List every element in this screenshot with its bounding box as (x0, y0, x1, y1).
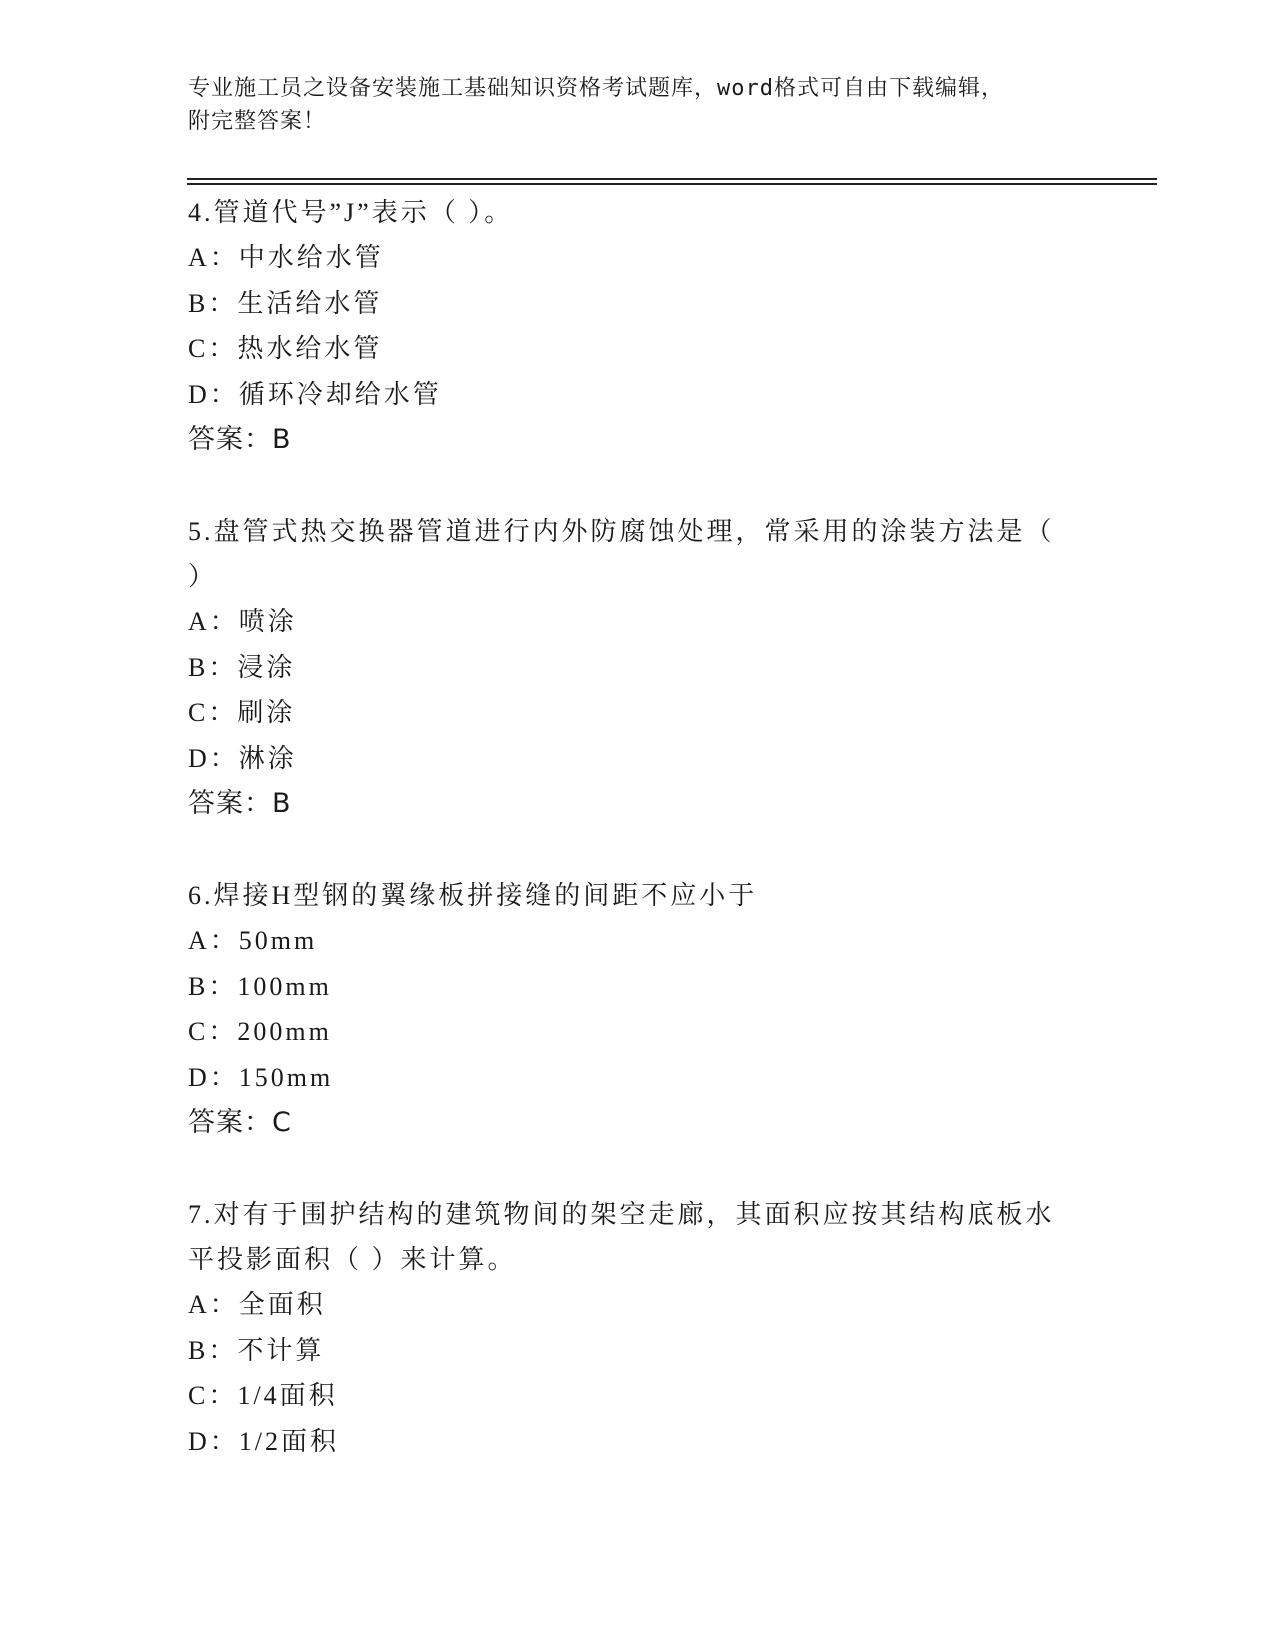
option-c: C：刷涂 (188, 698, 296, 727)
question-7 (188, 1192, 1068, 1464)
question-stem-line-1: 5.盘管式热交换器管道进行内外防腐蚀处理，常采用的涂装方法是（ (188, 517, 1055, 546)
question-stem-line-2: ） (188, 562, 218, 591)
document-header (188, 72, 1088, 138)
question-stem-line-2: 平投影面积（ ）来计算。 (188, 1245, 517, 1274)
option-d: D：循环冷却给水管 (188, 379, 442, 409)
option-a: A：50mm (188, 926, 318, 955)
spacer (188, 1145, 1068, 1192)
option-d: D：150mm (188, 1062, 334, 1092)
option-a: A：全面积 (188, 1290, 326, 1319)
option-b: B：生活给水管 (188, 288, 383, 318)
answer-line: 答案：C (188, 1107, 292, 1138)
spacer (188, 826, 1068, 873)
question-stem: 4.管道代号”J”表示（ ）。 (188, 198, 514, 227)
question-5 (188, 509, 1068, 826)
question-list (188, 190, 1068, 1464)
option-b: B：100mm (188, 971, 332, 1001)
option-a: A：喷涂 (188, 607, 297, 636)
header-line-2: 附完整答案！ (188, 109, 327, 134)
option-b: B：不计算 (188, 1335, 325, 1365)
option-d: D：淋涂 (188, 743, 297, 773)
header-divider-top (187, 178, 1157, 180)
spacer (188, 462, 1068, 509)
option-d: D：1/2面积 (188, 1426, 340, 1456)
header-divider-bottom (187, 183, 1157, 185)
option-c: C：1/4面积 (188, 1381, 338, 1410)
header-line-1: 专业施工员之设备安装施工基础知识资格考试题库，word格式可自由下载编辑， (188, 76, 1004, 101)
option-c: C：热水给水管 (188, 334, 383, 363)
option-b: B：浸涂 (188, 652, 296, 682)
question-stem: 6.焊接H型钢的翼缘板拼接缝的间距不应小于 (188, 881, 758, 910)
option-a: A：中水给水管 (188, 243, 384, 272)
question-6 (188, 873, 1068, 1145)
answer-line: 答案：B (188, 788, 292, 819)
answer-line: 答案：B (188, 424, 292, 455)
question-4 (188, 190, 1068, 462)
option-c: C：200mm (188, 1017, 332, 1046)
question-stem-line-1: 7.对有于围护结构的建筑物间的架空走廊，其面积应按其结构底板水 (188, 1200, 1055, 1229)
